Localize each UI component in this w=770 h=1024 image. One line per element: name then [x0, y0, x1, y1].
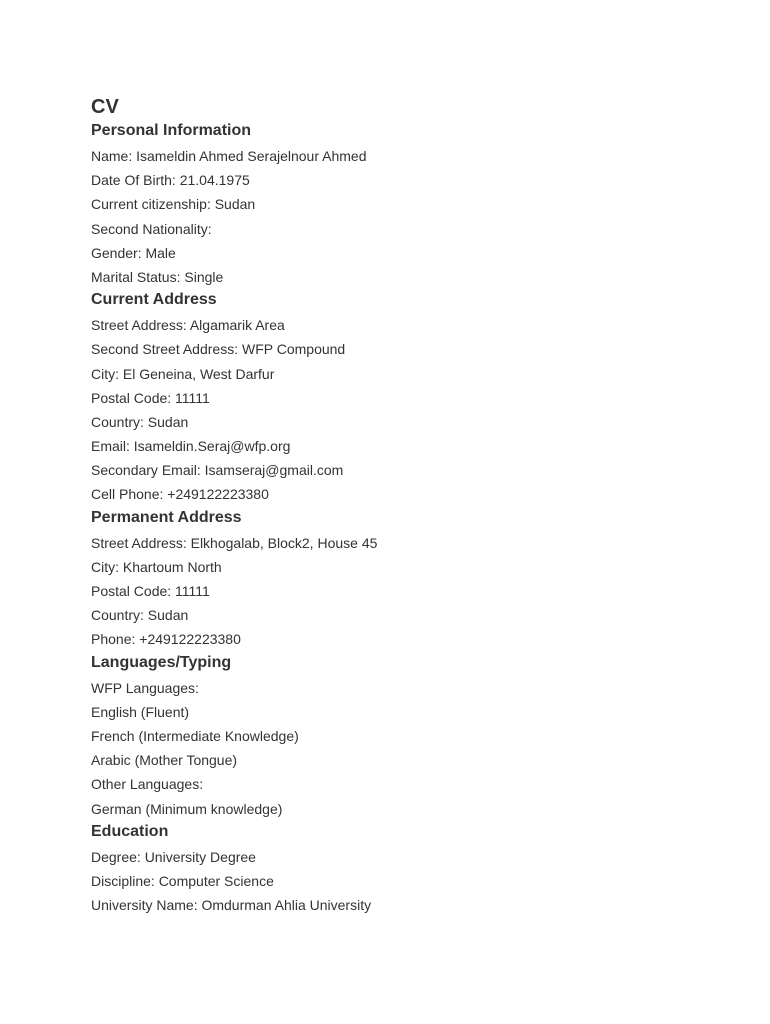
field-line: City: El Geneina, West Darfur	[91, 365, 275, 382]
field-line: Current citizenship: Sudan	[91, 196, 256, 213]
section-education	[91, 821, 731, 918]
email-line: Email: Isameldin.Seraj@wfp.org	[91, 438, 291, 455]
field-line: Phone: +249122223380	[91, 631, 241, 648]
section-heading: Education	[91, 822, 169, 840]
document-title: CV	[91, 96, 119, 118]
field-line: Postal Code: 11111	[91, 389, 210, 406]
field-line: Name: Isameldin Ahmed Serajelnour Ahmed	[91, 148, 367, 164]
field-line: German (Minimum knowledge)	[91, 800, 283, 817]
section-languages-typing	[91, 652, 731, 821]
section-current-address	[91, 289, 731, 507]
field-line: Cell Phone: +249122223380	[91, 486, 269, 503]
field-line: Second Nationality:	[91, 220, 212, 237]
field-line: Second Street Address: WFP Compound	[91, 341, 346, 358]
field-line: Street Address: Algamarik Area	[91, 317, 285, 334]
section-heading: Personal Information	[91, 122, 252, 139]
field-line: Gender: Male	[91, 244, 176, 261]
field-line: University Name: Omdurman Ahlia University	[91, 897, 372, 914]
field-line: Marital Status: Single	[91, 268, 224, 285]
field-line: Discipline: Computer Science	[91, 872, 274, 889]
field-line: Degree: University Degree	[91, 848, 256, 865]
section-permanent-address	[91, 507, 731, 652]
field-line: Other Languages:	[91, 776, 204, 793]
field-line: French (Intermediate Knowledge)	[91, 727, 299, 744]
section-personal-information	[91, 120, 731, 289]
section-heading: Languages/Typing	[91, 653, 232, 671]
section-heading: Permanent Address	[91, 508, 242, 526]
cv-document	[91, 94, 731, 917]
field-line: Date Of Birth: 21.04.1975	[91, 172, 250, 189]
field-line: Country: Sudan	[91, 607, 189, 624]
field-line: Arabic (Mother Tongue)	[91, 752, 238, 769]
secondary-email-line: Secondary Email: Isamseraj@gmail.com	[91, 462, 344, 479]
field-line: City: Khartoum North	[91, 558, 222, 575]
field-line: English (Fluent)	[91, 703, 190, 720]
field-line: Country: Sudan	[91, 413, 189, 430]
field-line: Street Address: Elkhogalab, Block2, House 45	[91, 534, 378, 551]
field-line: Postal Code: 11111	[91, 583, 210, 599]
field-line: WFP Languages:	[91, 679, 199, 696]
section-heading: Current Address	[91, 291, 217, 309]
